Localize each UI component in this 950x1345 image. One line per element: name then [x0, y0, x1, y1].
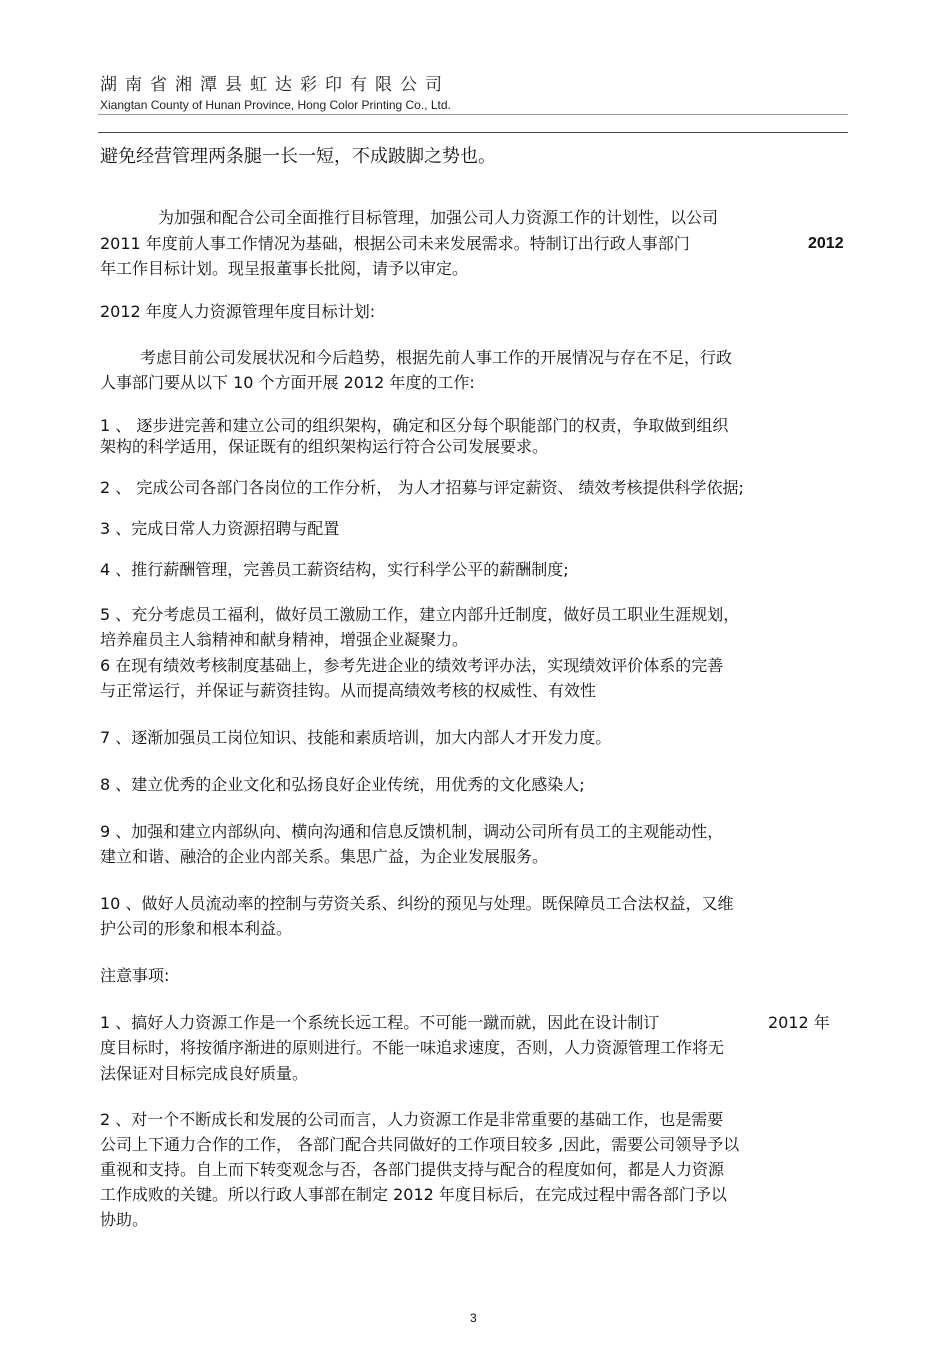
consider-line: 考虑目前公司发展状况和今后趋势，根据先前人事工作的开展情况与存在不足，行政 — [140, 348, 733, 367]
list-item: 7 、逐渐加强员工岗位知识、技能和素质培训，加大内部人才开发力度。 — [100, 728, 612, 747]
note-line: 度目标时，将按循序渐进的原则进行。不能一味追求速度，否则，人力资源管理工作将无 — [100, 1038, 725, 1057]
note-year: 2012 年 — [768, 1013, 830, 1032]
list-item: 2 、 完成公司各部门各岗位的工作分析， 为人才招募与评定薪资、 绩效考核提供科学依据; — [100, 478, 744, 497]
note-line: 重视和支持。自上而下转变观念与否，各部门提供支持与配合的程度如何，都是人力资源 — [100, 1160, 725, 1179]
list-item: 培养雇员主人翁精神和献身精神，增强企业凝聚力。 — [100, 630, 469, 649]
header-rule-bottom — [98, 132, 848, 133]
list-item: 5 、充分考虑员工福利，做好员工激励工作，建立内部升迁制度，做好员工职业生涯规划， — [100, 605, 740, 624]
list-item: 4 、推行薪酬管理，完善员工薪资结构，实行科学公平的薪酬制度; — [100, 560, 569, 579]
list-item: 10 、做好人员流动率的控制与劳资关系、纠纷的预见与处理。既保障员工合法权益，又维 — [100, 894, 734, 913]
list-item: 护公司的形象和根本利益。 — [100, 919, 293, 938]
note-line: 1 、搞好人力资源工作是一个系统长远工程。不可能一蹴而就，因此在设计制订 — [100, 1013, 660, 1032]
intro-line: 2011 年度前人事工作情况为基础，根据公司未来发展需求。特制订出行政人事部门 — [100, 234, 690, 253]
note-line: 2 、对一个不断成长和发展的公司而言，人力资源工作是非常重要的基础工作，也是需要 — [100, 1110, 724, 1129]
lead-sentence: 避免经营管理两条腿一长一短，不成跛脚之势也。 — [100, 146, 496, 167]
header-company-cn: 湖南省湘潭县虹达彩印有限公司 — [100, 75, 450, 95]
list-item: 8 、建立优秀的企业文化和弘扬良好企业传统，用优秀的文化感染人; — [100, 775, 585, 794]
note-line: 协助。 — [100, 1210, 149, 1229]
page-number: 3 — [470, 1311, 477, 1325]
intro-year: 2012 — [808, 235, 844, 252]
list-item: 3 、完成日常人力资源招聘与配置 — [100, 519, 340, 538]
intro-line: 年工作目标计划。现呈报董事长批阅，请予以审定。 — [100, 259, 469, 278]
list-item: 6 在现有绩效考核制度基础上，参考先进企业的绩效考评办法，实现绩效评价体系的完善 — [100, 656, 724, 675]
list-item: 建立和谐、融洽的企业内部关系。集思广益，为企业发展服务。 — [100, 847, 549, 866]
list-item: 与正常运行，并保证与薪资挂钩。从而提高绩效考核的权威性、有效性 — [100, 681, 597, 700]
header-rule-top — [98, 114, 848, 115]
note-line: 法保证对目标完成良好质量。 — [100, 1064, 309, 1083]
notes-title: 注意事项: — [100, 966, 170, 985]
list-item: 9 、加强和建立内部纵向、横向沟通和信息反馈机制，调动公司所有员工的主观能动性， — [100, 822, 724, 841]
intro-line: 为加强和配合公司全面推行目标管理，加强公司人力资源工作的计划性，以公司 — [158, 208, 719, 227]
list-item: 1 、 逐步进完善和建立公司的组织架构，确定和区分每个职能部门的权责，争取做到组织 — [100, 416, 729, 435]
header-company-en: Xiangtan County of Hunan Province, Hong Color Printing Co., Ltd. — [100, 98, 451, 112]
plan-title: 2012 年度人力资源管理年度目标计划: — [100, 302, 376, 321]
list-item: 架构的科学适用，保证既有的组织架构运行符合公司发展要求。 — [100, 437, 549, 456]
note-line: 公司上下通力合作的工作， 各部门配合共同做好的工作项目较多 ,因此，需要公司领导予以 — [100, 1135, 740, 1154]
note-line: 工作成败的关键。所以行政人事部在制定 2012 年度目标后，在完成过程中需各部门予以 — [100, 1185, 727, 1204]
consider-line: 人事部门要从以下 10 个方面开展 2012 年度的工作: — [100, 373, 475, 392]
